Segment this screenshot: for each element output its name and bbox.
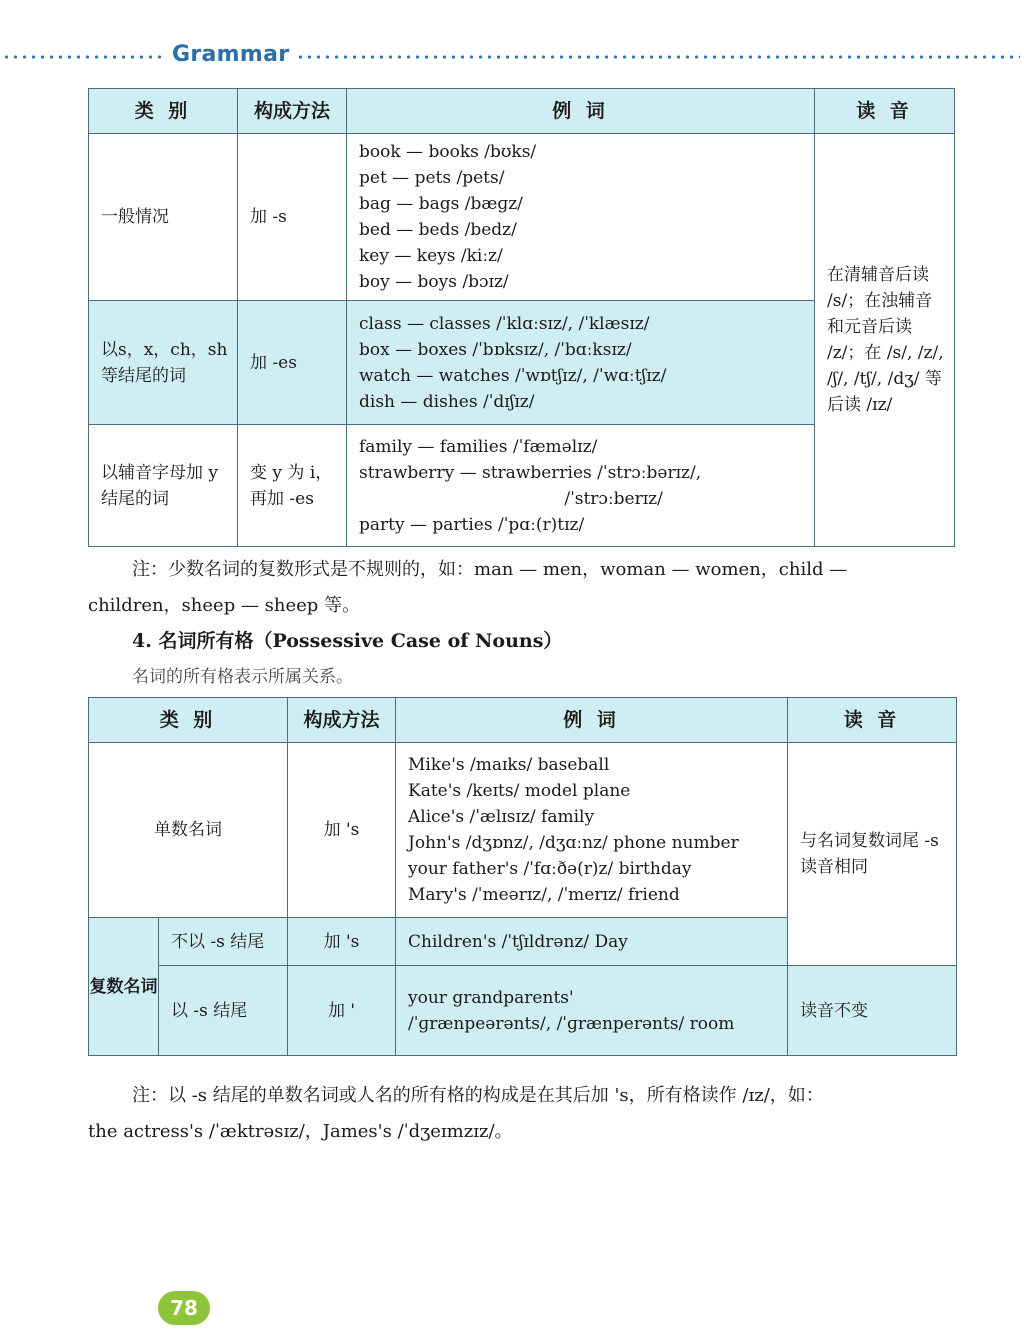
header-pronunciation: 读 音 [815, 89, 955, 134]
header-method: 构成方法 [288, 698, 396, 743]
note-line: children，sheep — sheep 等。 [88, 595, 361, 616]
header-dots-right [296, 55, 1020, 59]
example-line: Alice's /ˈælɪsɪz/ family [408, 807, 595, 827]
example-line: dish — dishes /ˈdɪʃɪz/ [359, 391, 535, 412]
example-line: bed — beds /bedz/ [359, 220, 517, 240]
example-line: family — families /ˈfæməlɪz/ [359, 436, 598, 457]
example-line: your grandparents' [408, 987, 574, 1008]
example-line: /ˈɡrænpeərənts/, /ˈɡrænperənts/ room [408, 1013, 735, 1034]
note-irregular-plurals [88, 552, 958, 624]
example-line: Kate's /keɪts/ model plane [408, 781, 631, 801]
header-examples: 例 词 [396, 698, 788, 743]
example-line: watch — watches /ˈwɒtʃɪz/, /ˈwɑːtʃɪz/ [359, 365, 667, 386]
examples-cell [396, 743, 788, 918]
header-examples: 例 词 [347, 89, 815, 134]
example-line: your father's /ˈfɑːðə(r)z/ birthday [408, 859, 692, 879]
page-header [0, 40, 1024, 74]
examples-cell [347, 301, 815, 425]
method-cell: 加 -es [238, 301, 347, 425]
header-category: 类 别 [89, 698, 288, 743]
example-line: class — classes /ˈklɑːsɪz/, /ˈklæsɪz/ [359, 313, 650, 334]
example-line: /ˈstrɔːberɪz/ [359, 488, 663, 509]
example-line: John's /dʒɒnz/, /dʒɑːnz/ phone number [408, 833, 739, 853]
method-cell: 加 's [288, 918, 396, 966]
table-header-row [89, 89, 955, 134]
pronunciation-cell: 与名词复数词尾 -s 读音相同 [788, 743, 957, 966]
method-cell: 变 y 为 i，再加 -es [238, 425, 347, 547]
category-cell: 以s，x，ch，sh 等结尾的词 [89, 301, 238, 425]
table-row [89, 966, 957, 1056]
category-cell: 复数名词 [89, 918, 159, 1056]
header-title: Grammar [172, 42, 290, 67]
category-cell: 以辅音字母加 y 结尾的词 [89, 425, 238, 547]
example-line: pet — pets /pets/ [359, 168, 505, 188]
example-line: Mary's /ˈmeərɪz/, /ˈmerɪz/ friend [408, 885, 680, 905]
example-line: bag — bags /bæɡz/ [359, 194, 523, 214]
table-row [89, 743, 957, 918]
note-possessive [88, 1078, 958, 1150]
example-line: key — keys /kiːz/ [359, 246, 503, 266]
header-method: 构成方法 [238, 89, 347, 134]
subcategory-cell: 以 -s 结尾 [159, 966, 288, 1056]
plural-nouns-table [88, 88, 955, 547]
examples-cell: Children's /ˈtʃɪldrənz/ Day [396, 918, 788, 966]
header-dots-left [2, 55, 164, 59]
method-cell: 加 -s [238, 134, 347, 301]
example-line: box — boxes /ˈbɒksɪz/, /ˈbɑːksɪz/ [359, 339, 632, 360]
examples-cell [396, 966, 788, 1056]
header-pronunciation: 读 音 [788, 698, 957, 743]
method-cell: 加 's [288, 743, 396, 918]
subcategory-cell: 不以 -s 结尾 [159, 918, 288, 966]
example-line: boy — boys /bɔɪz/ [359, 272, 509, 292]
pronunciation-cell: 在清辅音后读 /s/；在浊辅音和元音后读 /z/；在 /s/, /z/, /ʃ/, /tʃ/, /dʒ/ 等后读 /ɪz/ [815, 134, 955, 547]
category-cell: 一般情况 [89, 134, 238, 301]
header-category: 类 别 [89, 89, 238, 134]
examples-cell [347, 425, 815, 547]
pronunciation-cell: 读音不变 [788, 966, 957, 1056]
example-line: Mike's /maɪks/ baseball [408, 755, 610, 775]
note-line: the actress's /ˈæktrəsɪz/，James's /ˈdʒeɪmzɪz/。 [88, 1121, 513, 1142]
category-cell: 单数名词 [89, 743, 288, 918]
table-row [89, 134, 955, 301]
page-number: 78 [158, 1291, 210, 1325]
example-line: book — books /bʊks/ [359, 142, 537, 162]
method-cell: 加 ' [288, 966, 396, 1056]
example-line: party — parties /ˈpɑː(r)tɪz/ [359, 514, 585, 535]
possessive-case-table [88, 697, 957, 1056]
note-line: 注：以 -s 结尾的单数名词或人名的所有格的构成是在其后加 's，所有格读作 /ɪz/，如： [132, 1085, 824, 1106]
section-subtitle: 名词的所有格表示所属关系。 [132, 667, 353, 687]
note-line: 注：少数名词的复数形式是不规则的，如：man — men，woman — women，child — [132, 559, 848, 580]
examples-cell [347, 134, 815, 301]
table-header-row [89, 698, 957, 743]
example-line: strawberry — strawberries /ˈstrɔːbərɪz/, [359, 462, 702, 483]
section-title: 4. 名词所有格（Possessive Case of Nouns） [132, 630, 563, 652]
